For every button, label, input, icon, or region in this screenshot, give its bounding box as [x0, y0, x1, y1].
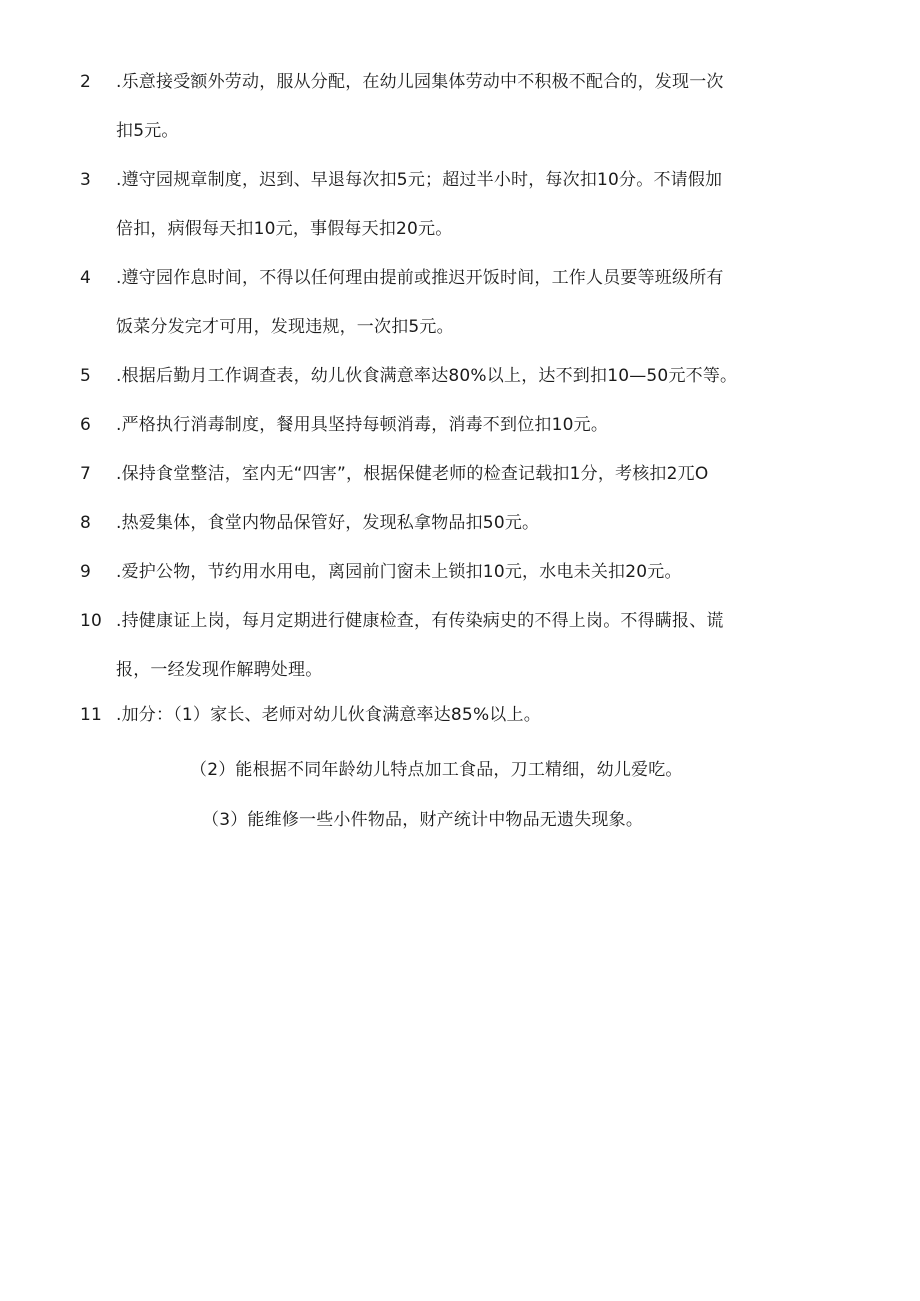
rule-number: 6 [80, 415, 92, 435]
rule-6 [80, 401, 840, 450]
rule-text-continued: 报，一经发现作解聘处理。 [116, 660, 323, 680]
rule-text-continued: 倍扣，病假每天扣10元，事假每天扣20元。 [116, 219, 453, 239]
rule-number: 4 [80, 268, 92, 288]
rule-text: .持健康证上岗，每月定期进行健康检查，有传染病史的不得上岗。不得瞒报、谎 [116, 611, 724, 631]
rule-text-continued: 饭菜分发完才可用，发现违规，一次扣5元。 [116, 317, 454, 337]
rule-text: .严格执行消毒制度，餐用具坚持每顿消毒，消毒不到位扣10元。 [116, 415, 609, 435]
rule-text: .根据后勤月工作调查表，幼儿伙食满意率达80%以上，达不到扣10—50元不等。 [116, 366, 738, 386]
rule-number: 2 [80, 72, 92, 92]
rule-text: .遵守园规章制度，迟到、早退每次扣5元；超过半小时，每次扣10分。不请假加 [116, 170, 723, 190]
rule-number: 3 [80, 170, 92, 190]
rule-number: 5 [80, 366, 92, 386]
rule-number: 8 [80, 513, 92, 533]
rule-9 [80, 548, 840, 597]
bonus-item-2: （2）能根据不同年龄幼儿特点加工食品，刀工精细，幼儿爱吃。 [190, 760, 683, 780]
rule-number: 9 [80, 562, 92, 582]
rule-5 [80, 352, 840, 401]
rule-text: .遵守园作息时间，不得以任何理由提前或推迟开饭时间，工作人员要等班级所有 [116, 268, 724, 288]
rule-number: 11 [80, 705, 103, 725]
rule-11 [80, 691, 840, 740]
rule-8 [80, 499, 840, 548]
bonus-item-3: （3）能维修一些小件物品，财产统计中物品无遗失现象。 [202, 810, 644, 830]
rule-text: .保持食堂整洁，室内无“四害”，根据保健老师的检查记载扣1分，考核扣2兀O [116, 464, 709, 484]
rule-text: .乐意接受额外劳动，服从分配，在幼儿园集体劳动中不积极不配合的，发现一次 [116, 72, 724, 92]
rule-text-continued: 扣5元。 [116, 121, 179, 141]
rule-3 [80, 156, 840, 254]
rule-4 [80, 254, 840, 352]
rule-number: 10 [80, 611, 103, 631]
rule-number: 7 [80, 464, 92, 484]
rule-text: .爱护公物，节约用水用电，离园前门窗未上锁扣10元，水电未关扣20元。 [116, 562, 682, 582]
rule-text: .加分：（1）家长、老师对幼儿伙食满意率达85%以上。 [116, 705, 541, 725]
rule-10 [80, 597, 840, 695]
rule-7 [80, 450, 840, 499]
rule-text: .热爱集体，食堂内物品保管好，发现私拿物品扣50元。 [116, 513, 540, 533]
rule-2 [80, 58, 840, 156]
